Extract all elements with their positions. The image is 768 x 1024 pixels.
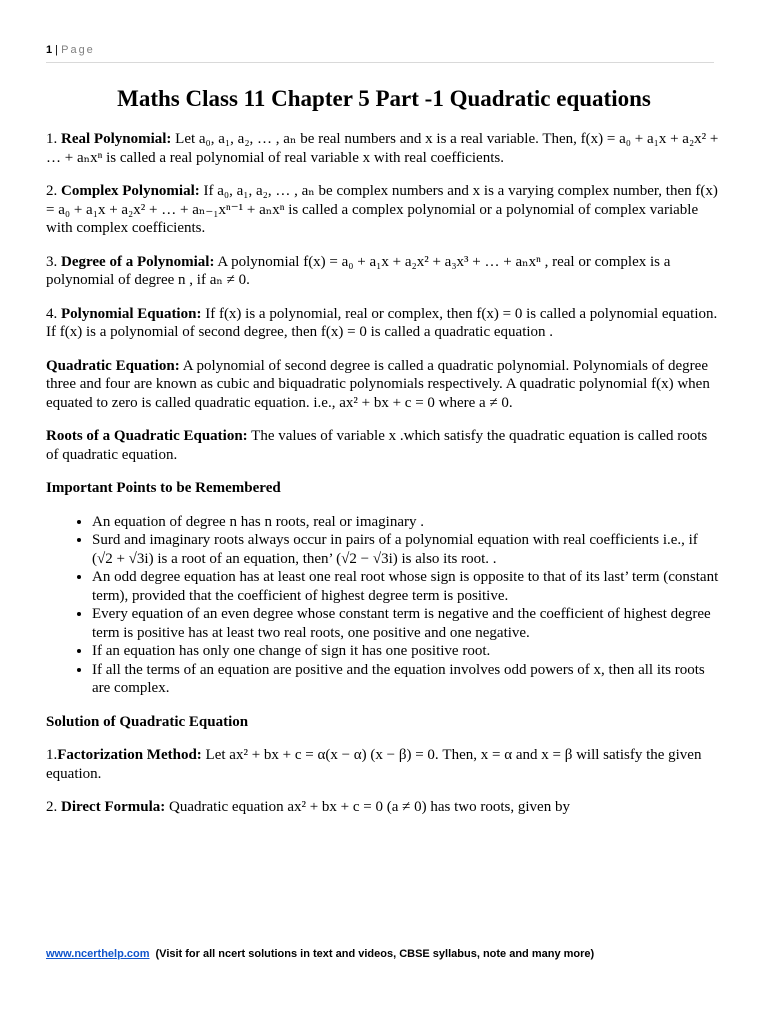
term-label: Direct Formula:	[61, 799, 166, 815]
para-text: If a₀, a₁, a₂, … , aₙ be complex numbers and x is a varying complex number, then f(x) = a₀ + a₁x + a₂x² + … + aₙ₋₁xⁿ⁻¹ + aₙxⁿ is called a complex polynomial or a polynomial of complex variable with complex coefficients.	[46, 183, 718, 236]
footer-note: (Visit for all ncert solutions in text and videos, CBSE syllabus, note and many more)	[155, 948, 595, 960]
para-text: Let a₀, a₁, a₂, … , aₙ be real numbers and x is a real variable. Then, f(x) = a₀ + a₁x + a₂x² + … + aₙxⁿ is called a real polynomial of real variable x with real coefficients.	[46, 131, 719, 166]
page-number: 1	[46, 44, 53, 56]
term-label: Degree of a Polynomial:	[61, 253, 215, 270]
para-text: A polynomial f(x) = a₀ + a₁x + a₂x² + a₃x³ + … + aₙxⁿ , real or complex is a polynomial of degree n , if aₙ ≠ 0.	[46, 253, 671, 288]
para-number: 1.	[46, 131, 61, 147]
para-number: 4.	[46, 305, 61, 322]
para-number: 2.	[46, 183, 61, 199]
page-label: Page	[61, 44, 95, 56]
term-label: Real Polynomial:	[61, 131, 172, 147]
list-item: • An equation of degree n has n roots, real or imaginary .	[92, 513, 721, 532]
term-label: Roots of a Quadratic Equation:	[46, 428, 248, 444]
list-item: • If all the terms of an equation are positive and the equation involves odd powers of x, then all its roots are complex.	[92, 661, 721, 698]
real-polynomial-paragraph	[46, 130, 721, 167]
page-footer	[46, 948, 594, 960]
term-label: Factorization Method:	[57, 747, 202, 763]
para-text: Let ax² + bx + c = α(x − α) (x − β) = 0. Then, x = α and x = β will satisfy the given equation.	[46, 747, 702, 782]
para-number: 2.	[46, 799, 61, 815]
factorization-paragraph	[46, 746, 721, 783]
term-label: Complex Polynomial:	[61, 183, 200, 199]
list-item: • Surd and imaginary roots always occur in pairs of a polynomial equation with real coefficients i.e., if (√2 + √3i) is a root of an equation, then’ (√2 − √3i) is also its root. .	[92, 531, 721, 568]
para-number: 3.	[46, 253, 61, 270]
polynomial-equation-paragraph	[46, 305, 721, 342]
page-header	[46, 44, 714, 63]
page-title: Maths Class 11 Chapter 5 Part -1 Quadratic equations	[117, 86, 651, 111]
para-number: 1.	[46, 747, 58, 763]
important-points-list	[46, 513, 721, 698]
para-text: The values of variable x .which satisfy the quadratic equation is called roots of quadratic equation.	[46, 428, 708, 463]
page-separator: |	[52, 44, 62, 56]
quadratic-equation-paragraph	[46, 357, 721, 413]
roots-paragraph	[46, 427, 721, 464]
degree-paragraph	[46, 253, 721, 290]
important-points-heading: Important Points to be Remembered	[46, 480, 281, 496]
para-text: If f(x) is a polynomial, real or complex, then f(x) = 0 is called a polynomial equation. If f(x) is a polynomial of second degree, then f(x) = 0 is called a quadratic equation .	[46, 305, 718, 340]
website-link[interactable]: www.ncerthelp.com	[46, 948, 150, 960]
list-item: • Every equation of an even degree whose constant term is negative and the coefficient of highest degree term is positive has at least two real roots, one positive and one negative.	[92, 605, 721, 642]
para-text: A polynomial of second degree is called a quadratic polynomial. Polynomials of degree three and four are known as cubic and biquadratic polynomials respectively. A quadratic polynomial f(x) when equated to zero is called quadratic equation. i.e., ax² + bx + c = 0 where a ≠ 0.	[46, 357, 710, 411]
term-label: Polynomial Equation:	[61, 305, 202, 322]
complex-polynomial-paragraph	[46, 182, 721, 238]
document-body	[46, 130, 721, 832]
list-item: • An odd degree equation has at least one real root whose sign is opposite to that of its last’ term (constant term), provided that the coefficient of highest degree term is positive.	[92, 568, 721, 605]
list-item: • If an equation has only one change of sign it has one positive root.	[92, 642, 721, 661]
direct-formula-paragraph	[46, 798, 721, 817]
solution-heading: Solution of Quadratic Equation	[46, 713, 249, 730]
para-text: Quadratic equation ax² + bx + c = 0 (a ≠ 0) has two roots, given by	[165, 799, 570, 815]
term-label: Quadratic Equation:	[46, 357, 180, 374]
